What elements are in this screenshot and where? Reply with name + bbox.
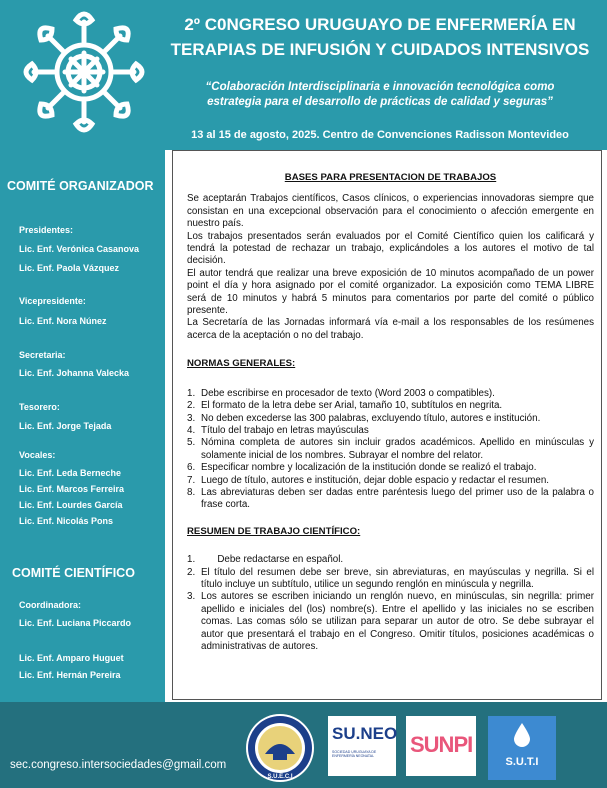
- header: [0, 0, 607, 150]
- vocal-name: Lic. Enf. Leda Berneche: [19, 468, 122, 478]
- tesorero-label: Tesorero:: [19, 402, 60, 412]
- presidente-name: Lic. Enf. Verónica Casanova: [19, 244, 140, 254]
- sueci-logo-icon: [243, 712, 317, 784]
- sunpi-logo-text: SUNPI: [410, 732, 473, 757]
- vocal-name: Lic. Enf. Nicolás Pons: [19, 516, 114, 526]
- resumen-list: [187, 554, 594, 653]
- congress-title: [160, 12, 600, 62]
- slogan-line-2: estrategia para el desarrollo de prácticas de calidad y seguras”: [207, 96, 553, 108]
- title-line-2: TERAPIAS DE INFUSIÓN Y CUIDADOS INTENSIVOS: [170, 40, 590, 59]
- list-item: 2. El formato de la letra debe ser Arial, tamaño 10, subtítulos en negrita.: [187, 400, 503, 412]
- bases-paragraph: Los trabajos presentados serán evaluados por el Comité Científico quien los calificará y tendrá la potestad de rechazar un trabajo, explicándoles a los autores el motivo de tal decisión.: [187, 230, 594, 267]
- comite-organizador-heading: COMITÉ ORGANIZADOR: [7, 179, 154, 193]
- slogan: [180, 80, 580, 110]
- list-item: 3. Los autores se escriben iniciando un renglón nuevo, en minúsculas, sin negrilla: primer apellido e iniciales del (los) nombre(s). Entre el apellido y las iniciales no se escriben comas. Las comas sólo se utilizan para separar un autor de otro. Se debe subrayar el autor que presentará el trabajo en el Congreso. Omitir títulos, posiciones académicas o administrativas de autores.: [187, 591, 594, 652]
- normas-title: NORMAS GENERALES:: [187, 358, 296, 370]
- sueci-logo-text: S.U.E.C.I: [267, 774, 293, 780]
- cientifico-member-name: Lic. Enf. Hernán Pereira: [19, 670, 121, 680]
- list-item: 5. Nómina completa de autores sin incluir grados académicos. Apellido en minúsculas y solamente inicial de los nombres. Subrayar el nombre del relator.: [187, 437, 594, 461]
- slogan-line-1: “Colaboración Interdisciplinaria e innovación tecnológica como: [205, 81, 555, 93]
- normas-list: [187, 388, 594, 512]
- list-item: 7. Luego de título, autores e institución, dejar doble espacio y redactar el resumen.: [187, 474, 550, 486]
- coordinadora-name: Lic. Enf. Luciana Piccardo: [19, 618, 132, 628]
- suneo-logo: [328, 716, 396, 776]
- vicepresidente-label: Vicepresidente:: [19, 296, 86, 306]
- content: [187, 172, 594, 653]
- list-item: 3. No deben excederse las 300 palabras, excluyendo título, autores e institución.: [187, 412, 541, 424]
- suti-logo: [488, 716, 556, 780]
- cientifico-member-name: Lic. Enf. Amparo Huguet: [19, 653, 124, 663]
- footer: [0, 702, 607, 788]
- list-item: 6. Especificar nombre y localización de la institución donde se realizó el trabajo.: [187, 462, 537, 474]
- secretaria-label: Secretaria:: [19, 350, 66, 360]
- circular-star-emblem-icon: [20, 8, 148, 136]
- bases-title: BASES PARA PRESENTACION DE TRABAJOS: [284, 172, 497, 183]
- secretaria-name: Lic. Enf. Johanna Valecka: [19, 368, 130, 378]
- resumen-title: RESUMEN DE TRABAJO CIENTÍFICO:: [187, 525, 361, 537]
- date-venue: 13 al 15 de agosto, 2025. Centro de Convenciones Radisson Montevideo: [191, 129, 569, 141]
- suneo-logo-subtext: SOCIEDAD URUGUAYA DE ENFERMERÍA NEONATAL: [332, 750, 377, 758]
- sunpi-logo: [406, 716, 476, 776]
- vocal-name: Lic. Enf. Lourdes García: [19, 500, 123, 510]
- suneo-logo-text: SU.NEO: [332, 724, 398, 743]
- title-line-1: 2º C0NGRESO URUGUAYO DE ENFERMERÍA EN: [184, 15, 576, 34]
- drop-icon: [512, 722, 532, 748]
- vicepresidente-name: Lic. Enf. Nora Núnez: [19, 316, 107, 326]
- bases-paragraph: Se aceptarán Trabajos científicos, Casos clínicos, o experiencias innovadoras siempre que consistan en una excepcional observación para el conocimiento o afección emergente en nuestro país.: [187, 193, 594, 230]
- contact-email[interactable]: sec.congreso.intersociedades@gmail.com: [10, 759, 227, 771]
- suti-logo-text: S.U.T.I: [505, 756, 539, 768]
- list-item: 2. El título del resumen debe ser breve, sin abreviaturas, en mayúsculas y negrilla. Si el título incluye un subtítulo, utilice un segundo renglón en minúscula y negrilla.: [187, 566, 594, 590]
- comite-cientifico-heading: COMITÉ CIENTÍFICO: [12, 566, 135, 580]
- tesorero-name: Lic. Enf. Jorge Tejada: [19, 421, 112, 431]
- coordinadora-label: Coordinadora:: [19, 600, 81, 610]
- list-item: 4. Título del trabajo en letras mayúsculas: [187, 424, 369, 436]
- vocal-name: Lic. Enf. Marcos Ferreira: [19, 484, 125, 494]
- bases-paragraph: La Secretaría de las Jornadas informará vía e-mail a los responsables de los resúmenes acerca de la aceptación o no del trabajo.: [187, 317, 594, 341]
- list-item: 8. Las abreviaturas deben ser dadas entre paréntesis luego del primer uso de la palabra o frase corta.: [187, 486, 594, 511]
- presidentes-label: Presidentes:: [19, 225, 74, 235]
- presidente-name: Lic. Enf. Paola Vázquez: [19, 263, 120, 273]
- bases-paragraph: El autor tendrá que realizar una breve exposición de 10 minutos acompañado de un power point el día y hora asignado por el comité organizador. La exposición como TEMA LIBRE será de 10 minutos y habrá 5 minutos para comentarios por parte del comité o público presente.: [187, 267, 594, 317]
- vocales-label: Vocales:: [19, 450, 56, 460]
- list-item: 1. Debe redactarse en español.: [187, 554, 344, 566]
- sidebar: [0, 150, 165, 702]
- list-item: 1. Debe escribirse en procesador de texto (Word 2003 o compatibles).: [187, 387, 495, 399]
